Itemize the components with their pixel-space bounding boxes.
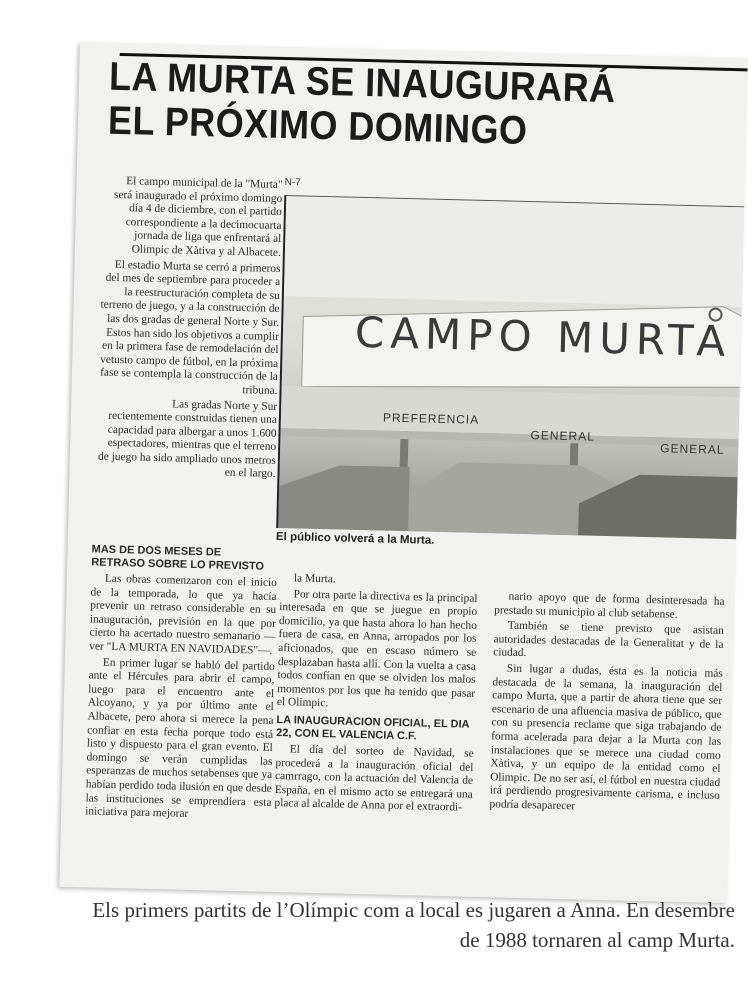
stand-label: GENERAL	[530, 428, 596, 444]
paragraph: Las gradas Norte y Sur recientemente construidas tienen una capacidad para albergar a unos 1.600 espectadores, mientras que el terreno de juego ha sido ampliado unos metros en el largo.	[97, 397, 278, 481]
photo-illustration	[278, 196, 746, 539]
paragraph: El campo municipal de la "Murta" será inaugurado el próximo domingo día 4 de diciembre, con el partido correspondiente a la decimocuarta jornada de liga que enfrentará al Olimpic de Xàtiva y al Albacete.	[113, 175, 283, 259]
paragraph: la Murta.	[293, 572, 336, 586]
section-subhead: LA INAUGURACION OFICIAL, EL DIA 22, CON EL VALENCIA C.F.	[276, 713, 470, 743]
headline: LA MURTA SE INAUGURARÁ EL PRÓXIMO DOMINGO	[107, 54, 617, 153]
stand-label: GENERAL	[660, 441, 725, 457]
stadium-sign: CAMPO MURTA	[354, 307, 732, 366]
paragraph: El día del sorteo de Navidad, se procederá a la inauguración oficial del camrrago, con la actuación del Valencia de España, en el mismo acto se entregará una placa al alcalde de Anna por el extraordi-	[274, 743, 474, 814]
paragraph: También se tiene previsto que asistan autoridades destacadas de la Generalitat y de la ciudad.	[493, 619, 724, 660]
stand-label: PREFERENCIA	[382, 410, 480, 427]
paragraph: En primer lugar se habló del partido ante el Hércules para abrir el campo, luego para el encuentro ante el Alcoyano, y ya por último ante el Albacete, pero ahora si merece la pena confiar en esta fecha porque todo está listo y dispuesto para el gran evento. El domingo se verán cumplidas las esperanzas de muchos setabenses que ya habían perdido toda ilusión en que desde las instituciones se emprendiera esta iniciativa para mejorar	[85, 656, 275, 820]
paragraph: Las obras comenzaron con el inicio de la temporada, lo que ya hacía prevenir un retraso considerable en su inauguración, previsión en la que por cierto ha acertado nuestro semanario —ver "LA MURTA EN NAVIDADES"—.	[89, 572, 277, 657]
article-column-1-continued	[85, 539, 278, 825]
paragraph: Por otra parte la directiva es la principal interesada en que se juegue en propio domicilio, ya que hasta ahora lo han hecho fuera de casa, en Anna, arropados por los aficionados, que en escaso número se desplazaban hasta allí. Con la vuelta a casa todos confían en que se olviden los malos momentos por los que ha tenido que pasar el Olimpic.	[276, 587, 478, 710]
article-column-2	[274, 572, 478, 818]
page-tag: N-7	[284, 177, 301, 189]
newspaper-clipping	[59, 42, 747, 903]
photo-caption: El público volverá a la Murta.	[275, 530, 435, 547]
paragraph: nario apoyo que de forma desinteresada ha prestado su municipio al club setabense.	[494, 590, 725, 621]
article-column-1	[95, 175, 282, 484]
paragraph: El estadio Murta se cerró a primeros del mes de septiembre para proceder a la reestructuración completa de su terreno de juego, y a la construcción de las dos gradas de general Norte y Sur. Estos han sido los objetivos a cumplir en la primera fase de remodelación del vetusto campo de fútbol, en la próxima fase se contempla la construcción de la tribuna.	[100, 258, 281, 397]
paragraph: Sin lugar a dudas, ésta es la noticia más destacada de la semana, la inauguración del campo Murta, que a partir de ahora tiene que ser escenario de una afluencia masiva de público, que con su presencia reclame que siga trabajando de forma acelerada para dejar a la Murta con las instalaciones que se merece una ciudad como Xàtiva, y un equipo de la entidad como el Olimpic. De no ser así, el fútbol en nuestra ciudad irá perdiendo progresivamente carisma, e incluso podría desaparecer	[489, 662, 723, 813]
stadium-photo	[276, 195, 746, 539]
article-column-3	[489, 590, 724, 819]
section-subhead: MAS DE DOS MESES DE RETRASO SOBRE LO PREVISTO	[91, 543, 265, 573]
book-caption: Els primers partits de l’Olímpic com a local es jugaren a Anna. En desembre de 1988 tornaren al camp Murta.	[92, 898, 735, 952]
